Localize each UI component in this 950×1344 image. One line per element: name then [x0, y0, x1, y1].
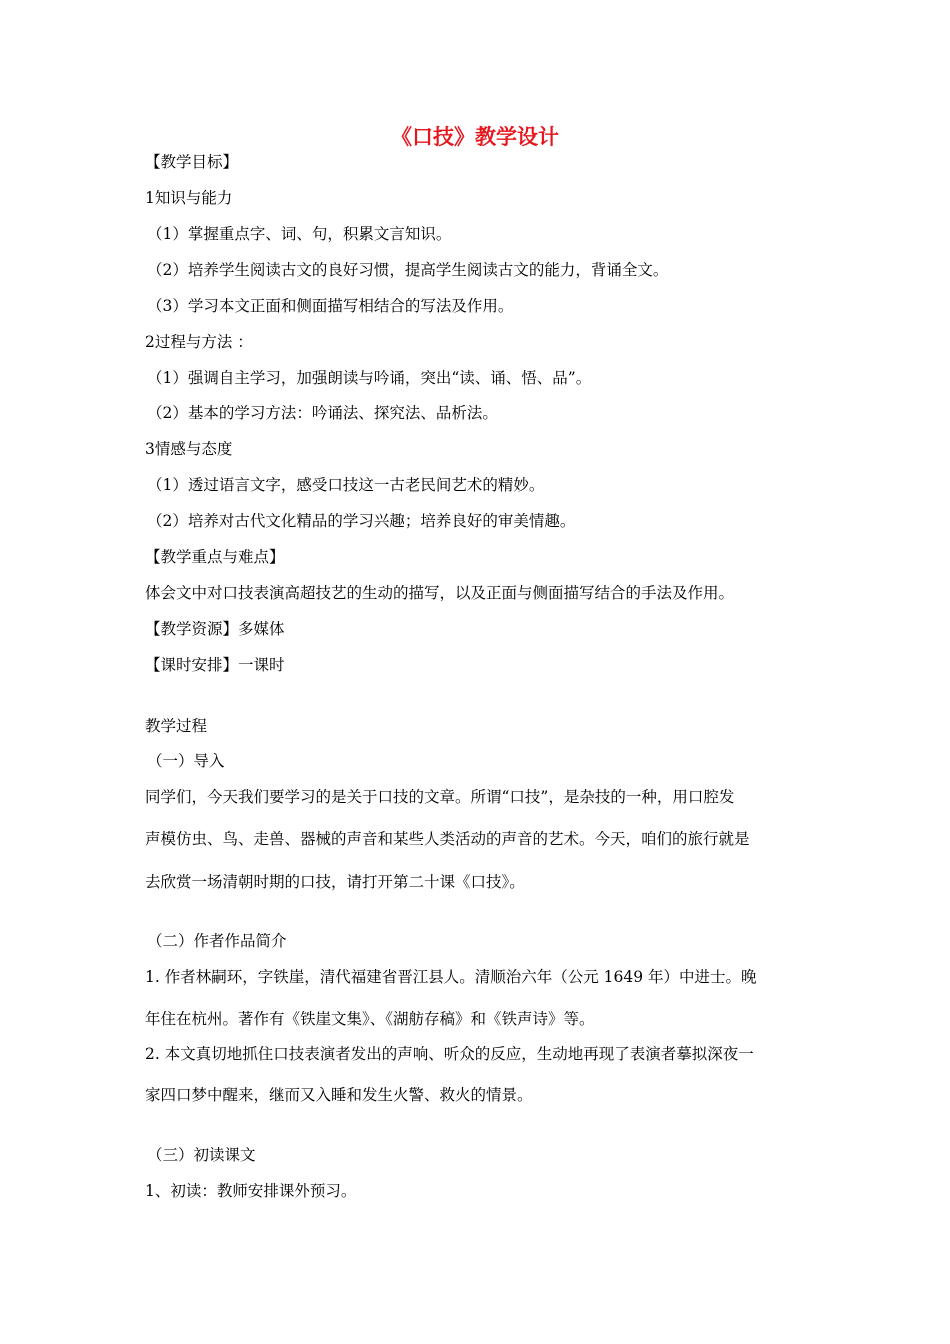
- paragraph: 体会文中对口技表演高超技艺的生动的描写，以及正面与侧面描写结合的手法及作用。: [145, 584, 735, 602]
- subheading-process: 2过程与方法 ：: [145, 333, 253, 351]
- list-item: （2）基本的学习方法：吟诵法、探究法、品析法。: [147, 404, 498, 422]
- list-item: （1）强调自主学习，加强朗读与吟诵，突出“读、诵、悟、品”。: [147, 369, 592, 387]
- section-heading-resources: 【教学资源】多媒体: [145, 620, 285, 638]
- paragraph-line: 2. 本文真切地抓住口技表演者发出的声响、听众的反应，生动地再现了表演者摹拟深夜一: [145, 1045, 754, 1063]
- subheading-introduction: （一）导入: [147, 752, 225, 770]
- list-item: （2）培养对古代文化精品的学习兴趣；培养良好的审美情趣。: [147, 512, 576, 530]
- document-title: 《口技》教学设计: [391, 124, 559, 149]
- subheading-author: （二）作者作品简介: [147, 932, 287, 950]
- subheading-knowledge: 1知识与能力: [145, 189, 233, 207]
- paragraph-line: 年住在杭州。著作有《铁崖文集》、《湖舫存稿》和《铁声诗》等。: [145, 1010, 595, 1028]
- paragraph-line: 去欣赏一场清朝时期的口技，请打开第二十课《口技》。: [145, 873, 525, 891]
- paragraph-line: 1、初读：教师安排课外预习。: [145, 1182, 357, 1200]
- subheading-attitude: 3情感与态度: [145, 440, 233, 458]
- section-heading-objectives: 【教学目标】: [145, 153, 239, 171]
- section-heading-key-points: 【教学重点与难点】: [145, 548, 285, 566]
- subheading-first-reading: （三）初读课文: [147, 1146, 256, 1164]
- paragraph-line: 同学们，今天我们要学习的是关于口技的文章。所谓“口技”，是杂技的一种，用口腔发: [145, 788, 735, 806]
- list-item: （1）透过语言文字，感受口技这一古老民间艺术的精妙。: [147, 476, 545, 494]
- paragraph-line: 声模仿虫、鸟、走兽、器械的声音和某些人类活动的声音的艺术。今天，咱们的旅行就是: [145, 830, 750, 848]
- list-item: （3）学习本文正面和侧面描写相结合的写法及作用。: [147, 297, 514, 315]
- paragraph-line: 1. 作者林嗣环，字铁崖，清代福建省晋江县人。清顺治六年（公元 1649 年）中进士。晚: [145, 968, 757, 986]
- list-item: （2）培养学生阅读古文的良好习惯，提高学生阅读古文的能力，背诵全文。: [147, 261, 669, 279]
- list-item: （1）掌握重点字、词、句，积累文言知识。: [147, 225, 452, 243]
- section-heading-schedule: 【课时安排】一课时: [145, 656, 285, 674]
- section-heading-process: 教学过程: [145, 717, 208, 735]
- paragraph-line: 家四口梦中醒来，继而又入睡和发生火警、救火的情景。: [145, 1086, 533, 1104]
